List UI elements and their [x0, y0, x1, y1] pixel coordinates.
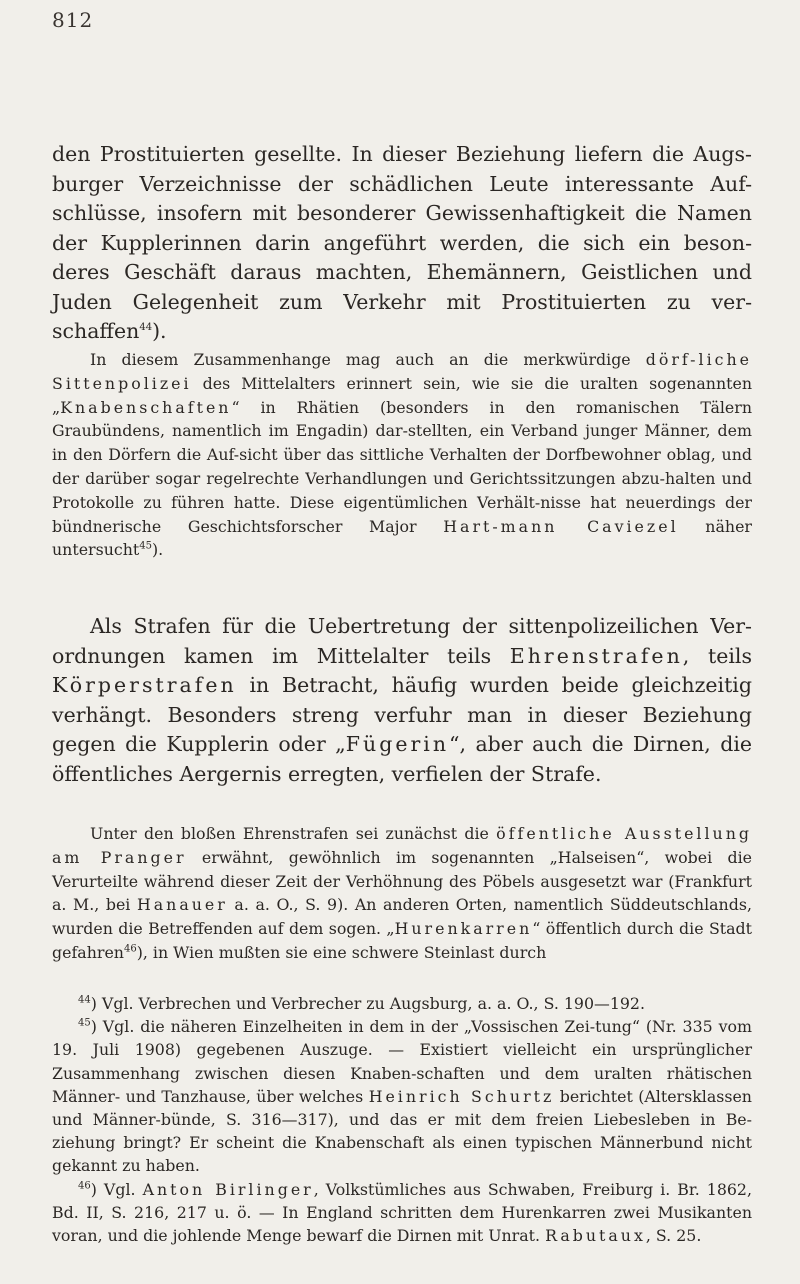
text-line: der Kupplerinnen darin angeführt werden, die sich ein beson-	[52, 230, 752, 255]
footnote-ref-44: 44	[139, 322, 153, 334]
text-run: , teils	[682, 643, 752, 668]
text-line: schaffen	[52, 319, 140, 343]
footnote-number: 44	[78, 994, 91, 1006]
text-run: erwähnt, gewöhnlich im sogenannten „Halseisen“, wobei die Verurteilte während dieser Zeit der Verhöhnung des Pöbels ausgesetzt war (Frankfurt a. M., bei	[52, 847, 753, 915]
footnote-text: ) Vgl. die näheren Einzelheiten in dem in der „Vossischen Zei-tung“ (Nr. 335 vom 19. Juli 1908) gegebenen Auszuge. — Existiert vielleicht ein ursprünglicher Zusammenhang zwischen diesen Knaben-schaften und dem uralten rhätischen Männer- und Tanzhause, über welches	[52, 1017, 752, 1106]
footnote-text: , Volkstümliches aus Schwaben, Freiburg i. Br. 1862, Bd. II, S. 216, 217 u. ö. — In England schritten dem Hurenkarren zwei Musikanten voran, und die johlende Menge bewarf die Dirnen mit Unrat.	[52, 1179, 753, 1246]
footnote-45	[52, 1015, 752, 1177]
spaced-emphasis: öffentliche Ausstellung am Pranger	[52, 824, 752, 867]
text-run: a. a. O., S. 9). An anderen Orten, namentlich Süddeutschlands, wurden die Betreffenden auf dem sogen. „	[52, 895, 752, 939]
text-line: den Prostituierten gesellte. In dieser Beziehung liefern die Augs-	[52, 142, 752, 166]
text-run: in Betracht, häufig wurden beide gleichzeitig verhängt. Besonders streng verfuhr man in dieser Beziehung gegen die Kupplerin oder „	[52, 673, 752, 756]
spaced-emphasis: Hanauer	[136, 895, 228, 915]
spaced-emphasis: Ehrenstrafen	[509, 643, 683, 668]
footnote-text: berichtet (Altersklassen und Männer-bünde, S. 316—317), und das er mit dem freien Liebesleben in Be-ziehung bringt? Er scheint die Knabenschaft als einen typischen Männerbund nicht gekannt zu haben.	[52, 1086, 752, 1176]
text-run: des Mittelalters erinnert sein, wie sie die uralten sogenannten „	[52, 373, 752, 417]
text-run: ), in Wien mußten sie eine schwere Steinlast durch	[136, 942, 547, 962]
footnote-ref-46: 46	[123, 943, 137, 955]
text-line: Juden Gelegenheit zum Verkehr mit Prostituierten zu ver-	[52, 289, 752, 314]
text-run: “ in Rhätien (besonders in den romanischen Tälern Graubündens, namentlich im Engadin) dar-stellten, ein Verband junger Männer, dem in den Dörfern die Auf-sicht über das sittliche Verhalten der Dorfbewohner oblag, und der darüber sogar regelrechte Verhandlungen und Gerichtssitzungen abzu-halten und Protokolle zu führen hatte. Diese eigentümlichen Verhält-nisse hat neuerdings der bündnerische Geschichtsforscher Major	[52, 397, 752, 536]
text-run: “, aber auch die Dirnen, die öffentliches Aergernis erregten, verfielen der Strafe.	[52, 732, 753, 786]
paragraph-4-text	[52, 822, 752, 965]
spaced-emphasis: Anton Birlinger	[142, 1179, 314, 1199]
paragraph-1	[52, 140, 752, 347]
footnote-text: , S. 25.	[645, 1226, 702, 1246]
spaced-emphasis: Körperstrafen	[52, 673, 237, 697]
text-line: burger Verzeichnisse der schädlichen Leute interessante Auf-	[52, 171, 752, 196]
paragraph-3-text	[52, 612, 752, 789]
footnote-44	[52, 992, 752, 1015]
text-run: “ öffentlich durch die Stadt gefahren	[52, 919, 752, 962]
text-line: deres Geschäft daraus machten, Ehemännern, Geistlichen und	[52, 260, 752, 284]
text-run: Als Strafen für die Uebertretung der sittenpolizeilichen Ver-ordnungen kamen im Mittelalter teils	[52, 614, 752, 668]
spaced-emphasis: Heinrich Schurtz	[368, 1086, 555, 1106]
paragraph-3	[52, 612, 752, 789]
footnote-ref-45: 45	[139, 541, 152, 553]
footnote-number: 45	[78, 1017, 91, 1029]
footnote-number: 46	[78, 1180, 91, 1192]
text-line: ).	[152, 319, 167, 343]
paragraph-1-text	[52, 140, 752, 347]
footnotes	[52, 992, 752, 1247]
text-run: In diesem Zusammenhange mag auch an die merkwürdige	[90, 350, 631, 369]
paragraph-2	[52, 348, 752, 562]
footnote-46	[52, 1178, 752, 1248]
page-number: 812	[52, 8, 94, 32]
text-run: ).	[151, 540, 164, 560]
footnote-text: ) Vgl. Verbrechen und Verbrecher zu Augsburg, a. a. O., S. 190—192.	[90, 994, 646, 1013]
text-run: Unter den bloßen Ehrenstrafen sei zunächst die	[90, 824, 489, 843]
spaced-emphasis: Hart-mann Caviezel	[443, 516, 679, 536]
spaced-emphasis: Fügerin	[345, 732, 450, 756]
spaced-emphasis: Rabutaux	[545, 1226, 646, 1246]
footnote-text: ) Vgl.	[90, 1179, 136, 1199]
text-line: schlüsse, insofern mit besonderer Gewissenhaftigkeit die Namen	[52, 201, 752, 225]
spaced-emphasis: Knabenschaften	[60, 397, 232, 417]
paragraph-4	[52, 822, 752, 965]
text-run: näher untersucht	[52, 516, 752, 560]
paragraph-2-text	[52, 348, 752, 562]
spaced-emphasis: dörf-liche Sittenpolizei	[52, 350, 752, 393]
spaced-emphasis: Hurenkarren	[394, 919, 533, 939]
